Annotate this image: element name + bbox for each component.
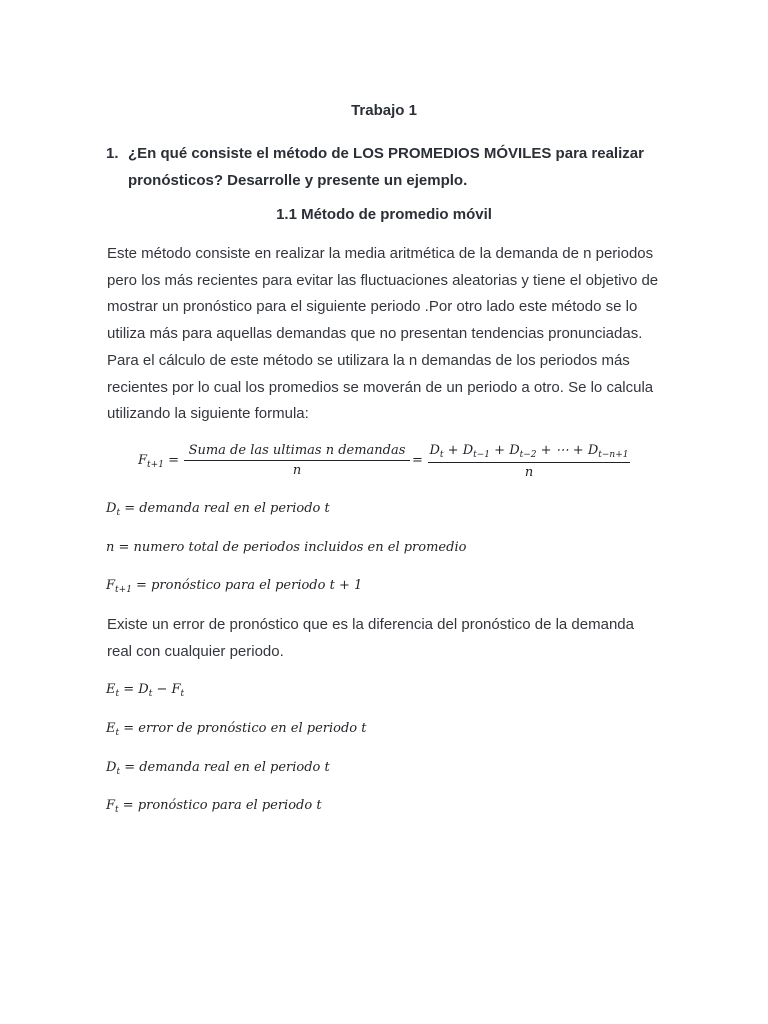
page-title: Trabajo 1: [351, 102, 417, 119]
moving-average-formula: [138, 440, 658, 484]
section-heading: 1.1 Método de promedio móvil: [276, 206, 492, 223]
paragraph-line: utilizando la siguiente formula:: [107, 405, 309, 423]
formula-fraction-1: [184, 443, 410, 478]
question-line-2: pronósticos? Desarrolle y presente un ejemplo.: [128, 172, 468, 189]
definition-dt: $D_t$ = demanda real en el periodo t: [106, 501, 330, 518]
fraction-denominator: n: [524, 465, 534, 480]
definition-ft: $F_t$ = pronóstico para el periodo t: [106, 798, 322, 815]
paragraph-line: mostrar un pronóstico para el siguiente periodo .Por otro lado este método se lo: [107, 298, 638, 316]
formula-lhs: $F_{t+1}$ =: [138, 453, 179, 470]
formula-fraction-2: [428, 443, 630, 480]
paragraph-line: real con cualquier periodo.: [107, 642, 284, 660]
paragraph-line: Existe un error de pronóstico que es la diferencia del pronóstico de la demanda: [107, 616, 634, 633]
fraction-numerator: $D_t + D_{t-1} + D_{t-2}$ + ⋯ + $D_{t-n+1}$: [429, 443, 629, 460]
question-number: 1.: [106, 145, 119, 162]
paragraph-intro: [107, 241, 667, 428]
definition-dt-2: $D_t$ = demanda real en el periodo t: [106, 760, 330, 777]
paragraph-line: pero los más recientes para evitar las fluctuaciones aleatorias y tiene el objetivo de: [107, 271, 659, 289]
paragraph-line: utiliza más para aquellas demandas que no presentan tendencias pronunciadas.: [107, 325, 643, 343]
fraction-denominator: n: [292, 463, 302, 478]
definition-ft1: $F_{t+1}$ = pronóstico para el periodo t + 1: [106, 578, 363, 595]
definition-et: $E_t$ = error de pronóstico en el periodo t: [106, 721, 367, 738]
question-1: [106, 140, 706, 194]
paragraph-line: recientes por lo cual los promedios se moverán de un periodo a otro. Se lo calcula: [107, 378, 654, 396]
question-line-1: ¿En qué consiste el método de LOS PROMEDIOS MÓVILES para realizar: [128, 145, 644, 162]
formula-equals: =: [412, 453, 423, 468]
paragraph-error: [107, 612, 667, 665]
definition-n: n = numero total de periodos incluidos en el promedio: [106, 540, 467, 555]
paragraph-line: Este método consiste en realizar la media aritmética de la demanda de n periodos: [107, 245, 654, 262]
paragraph-line: Para el cálculo de este método se utilizara la n demandas de los periodos más: [107, 351, 630, 369]
fraction-numerator: Suma de las ultimas n demandas: [188, 443, 406, 458]
definition-error-formula: $E_t = D_t - F_t$: [106, 682, 185, 699]
